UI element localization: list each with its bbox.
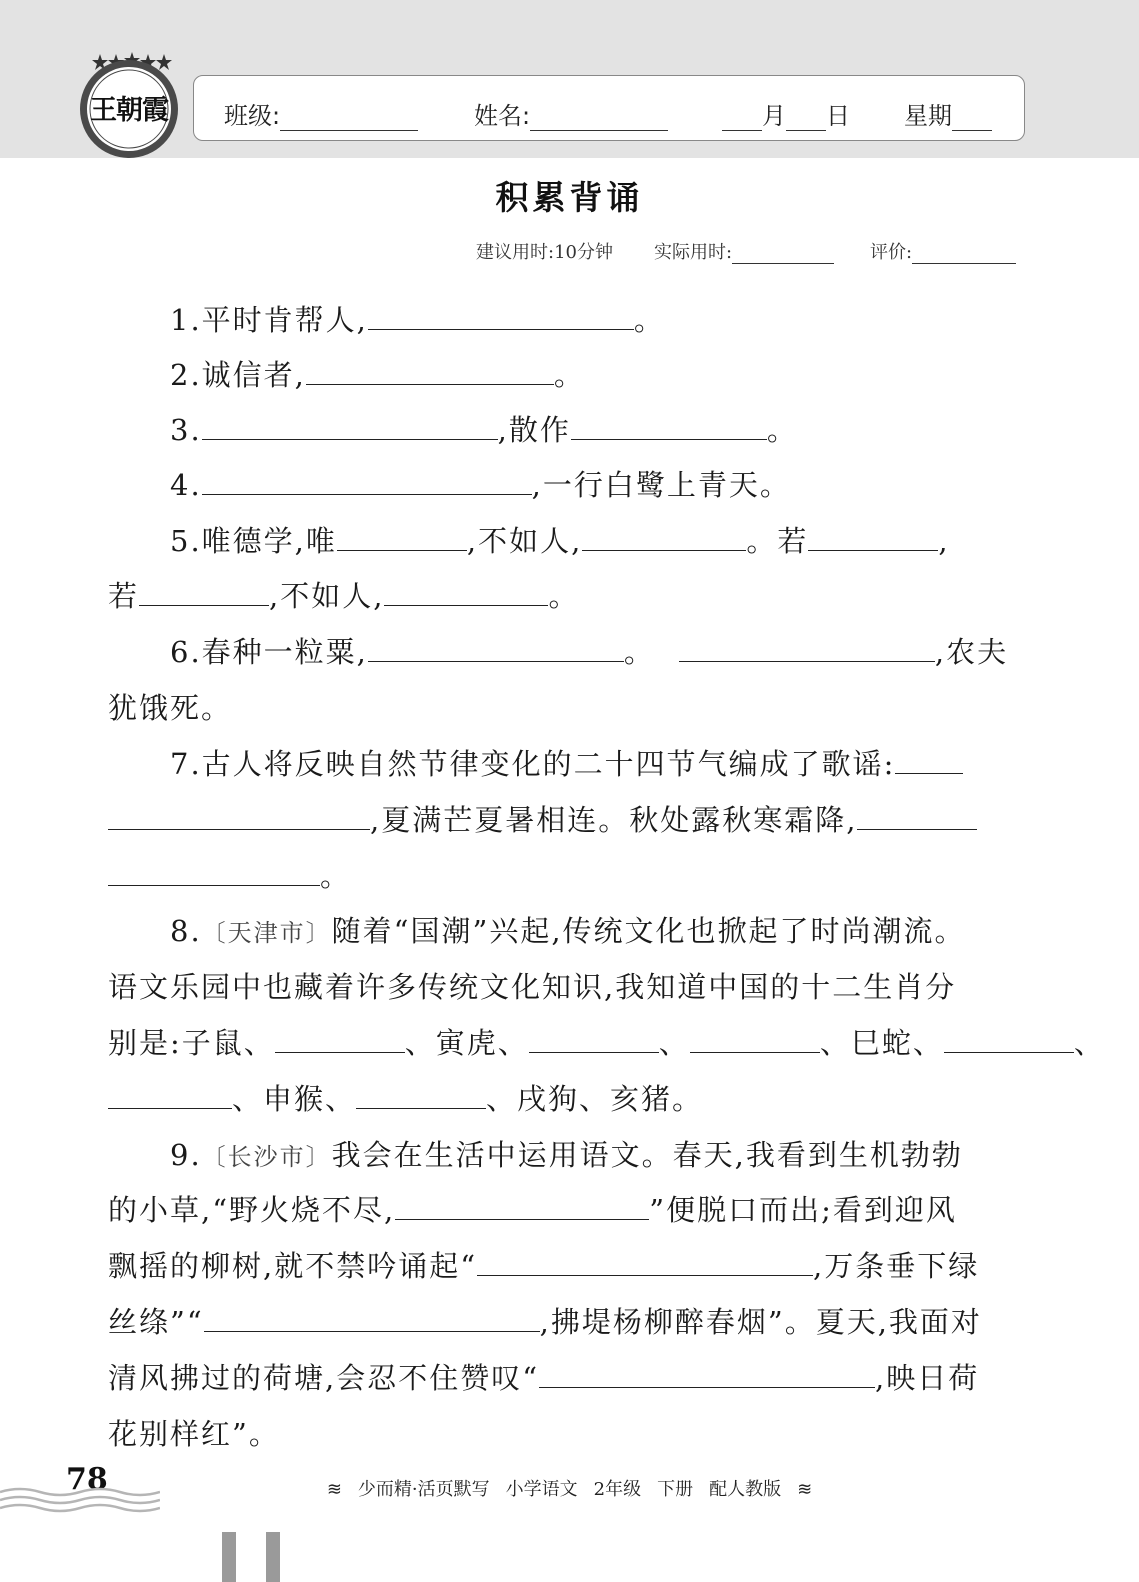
question-text: 春种一粒粟, — [201, 635, 368, 669]
footer-series — [0, 1475, 1139, 1501]
month-label: 月 — [762, 102, 786, 130]
day-label: 日 — [826, 102, 850, 130]
answer-blank[interactable] — [139, 579, 269, 606]
region-tag: 〔天津市〕 — [201, 919, 332, 947]
answer-blank[interactable] — [571, 413, 767, 440]
question-number: 9. — [170, 1138, 202, 1172]
question-number: 8. — [170, 914, 202, 948]
question-3 — [170, 412, 798, 448]
student-info-box — [193, 75, 1025, 141]
question-text: 唯德学,唯 — [201, 524, 337, 558]
evaluation-field — [870, 238, 1016, 264]
question-9-line6: 花别样红”。 — [108, 1417, 280, 1451]
actual-time-input[interactable] — [732, 245, 834, 264]
question-text: 。 — [320, 859, 352, 893]
answer-blank[interactable] — [368, 303, 634, 330]
answer-blank[interactable] — [368, 635, 624, 662]
question-5-cont — [108, 578, 579, 614]
weekday-field — [904, 96, 992, 131]
question-text: 。 — [633, 303, 665, 337]
question-number: 3. — [170, 413, 202, 447]
question-text: 平时肯帮人, — [201, 303, 368, 337]
answer-blank[interactable] — [857, 803, 977, 830]
footer-volume: 下册 — [657, 1479, 694, 1500]
answer-blank[interactable] — [477, 1249, 813, 1276]
question-number: 1. — [170, 303, 202, 337]
question-9-line4 — [108, 1304, 982, 1340]
question-text: 清风拂过的荷塘,会忍不住赞叹“ — [108, 1361, 540, 1395]
question-6-cont: 犹饿死。 — [108, 691, 233, 725]
answer-blank[interactable] — [944, 1026, 1074, 1053]
publisher-logo — [78, 58, 180, 160]
question-number: 5. — [170, 524, 202, 558]
question-text: ”便脱口而出;看到迎风 — [649, 1193, 957, 1227]
question-7-cont — [108, 802, 977, 838]
question-text: 我会在生活中运用语文。春天,我看到生机勃勃 — [331, 1138, 963, 1172]
question-text: 的小草,“野火烧不尽, — [108, 1193, 396, 1227]
question-9-line2 — [108, 1192, 957, 1228]
page-number: 78 — [66, 1462, 108, 1497]
answer-blank[interactable] — [306, 358, 554, 385]
binding-tabs-icon — [222, 1532, 282, 1582]
question-text: ,万条垂下绿 — [813, 1249, 980, 1283]
question-text: ,夏满芒夏暑相连。秋处露秋寒霜降, — [370, 803, 858, 837]
question-text: 、 — [1073, 1026, 1105, 1060]
question-text: ,映日荷 — [875, 1361, 980, 1395]
question-5 — [170, 523, 950, 559]
answer-blank[interactable] — [108, 1082, 232, 1109]
answer-blank[interactable] — [202, 413, 498, 440]
footer-wave-right-icon: ≋ — [797, 1479, 813, 1500]
answer-blank[interactable] — [108, 859, 320, 886]
answer-blank[interactable] — [895, 747, 963, 774]
question-text: 、寅虎、 — [404, 1026, 529, 1060]
question-text: 若 — [108, 579, 140, 613]
answer-blank[interactable] — [395, 1193, 649, 1220]
answer-blank[interactable] — [539, 1361, 875, 1388]
question-text: 、巳蛇、 — [819, 1026, 944, 1060]
question-number: 7. — [170, 747, 202, 781]
question-text: 别是:子鼠、 — [108, 1026, 275, 1060]
question-number: 6. — [170, 635, 202, 669]
question-8-line3 — [108, 1025, 1105, 1061]
question-text: , — [938, 524, 950, 558]
answer-blank[interactable] — [337, 524, 467, 551]
answer-blank[interactable] — [384, 579, 548, 606]
logo-text: 王朝霞 — [90, 95, 168, 126]
question-text: 。若 — [746, 524, 809, 558]
answer-blank[interactable] — [204, 1305, 540, 1332]
name-label: 姓名: — [474, 102, 531, 130]
question-7-end — [108, 858, 351, 894]
answer-blank[interactable] — [275, 1026, 405, 1053]
answer-blank[interactable] — [690, 1026, 820, 1053]
question-text: ,不如人, — [269, 579, 385, 613]
question-7 — [170, 746, 963, 782]
question-9-line3 — [108, 1248, 979, 1284]
question-8 — [170, 913, 966, 951]
question-text: 古人将反映自然节律变化的二十四节气编成了歌谣: — [201, 747, 896, 781]
question-1 — [170, 302, 665, 338]
answer-blank[interactable] — [202, 468, 532, 495]
question-text: 。 — [623, 635, 655, 669]
answer-blank[interactable] — [108, 803, 370, 830]
question-number: 4. — [170, 468, 202, 502]
question-9 — [170, 1137, 963, 1175]
footer-grade: 2年级 — [593, 1479, 642, 1500]
question-9-line5 — [108, 1360, 979, 1396]
region-tag: 〔长沙市〕 — [201, 1143, 332, 1171]
date-field — [722, 96, 850, 131]
question-text: 。 — [553, 358, 585, 392]
actual-time-field — [654, 238, 834, 264]
footer-wave-left-icon: ≋ — [326, 1479, 342, 1500]
question-text: 、 — [658, 1026, 690, 1060]
question-text: ,拂堤杨柳醉春烟”。夏天,我面对 — [539, 1305, 982, 1339]
question-text: ,一行白鹭上青天。 — [531, 468, 791, 502]
question-text: 、戌狗、亥猪。 — [486, 1082, 704, 1116]
question-text: 随着“国潮”兴起,传统文化也掀起了时尚潮流。 — [331, 914, 966, 948]
question-text: ,不如人, — [466, 524, 583, 558]
evaluation-label: 评价: — [870, 242, 913, 263]
class-field — [224, 96, 418, 131]
actual-time-label: 实际用时: — [654, 242, 733, 263]
question-text: 。 — [548, 579, 580, 613]
footer-edition: 配人教版 — [709, 1479, 782, 1500]
weekday-input[interactable] — [952, 108, 992, 131]
question-text: 飘摇的柳树,就不禁吟诵起“ — [108, 1249, 478, 1283]
class-input[interactable] — [280, 108, 418, 131]
question-2 — [170, 357, 585, 393]
suggested-time: 建议用时:10分钟 — [476, 242, 613, 263]
class-label: 班级: — [224, 102, 281, 130]
question-text: ,散作 — [497, 413, 571, 447]
name-input[interactable] — [530, 108, 668, 131]
question-text: 丝绦”“ — [108, 1305, 204, 1339]
question-6 — [170, 634, 1008, 670]
answer-blank[interactable] — [582, 524, 746, 551]
question-text: 、申猴、 — [232, 1082, 357, 1116]
question-text: ,农夫 — [934, 635, 1009, 669]
footer-subject: 小学语文 — [505, 1479, 578, 1500]
question-text: 诚信者, — [201, 358, 306, 392]
name-field — [474, 96, 668, 131]
evaluation-input[interactable] — [912, 245, 1016, 264]
question-number: 2. — [170, 358, 202, 392]
month-input[interactable] — [722, 108, 762, 131]
answer-blank[interactable] — [529, 1026, 659, 1053]
question-text: 。 — [766, 413, 798, 447]
question-8-line2: 语文乐园中也藏着许多传统文化知识,我知道中国的十二生肖分 — [108, 970, 957, 1004]
day-input[interactable] — [786, 108, 826, 131]
footer-series-name: 少而精·活页默写 — [357, 1479, 490, 1500]
answer-blank[interactable] — [356, 1082, 486, 1109]
question-4 — [170, 467, 791, 503]
answer-blank[interactable] — [808, 524, 938, 551]
question-8-line4 — [108, 1081, 703, 1117]
weekday-label: 星期 — [904, 102, 952, 130]
page-title: 积累背诵 — [495, 178, 644, 217]
answer-blank[interactable] — [679, 635, 935, 662]
